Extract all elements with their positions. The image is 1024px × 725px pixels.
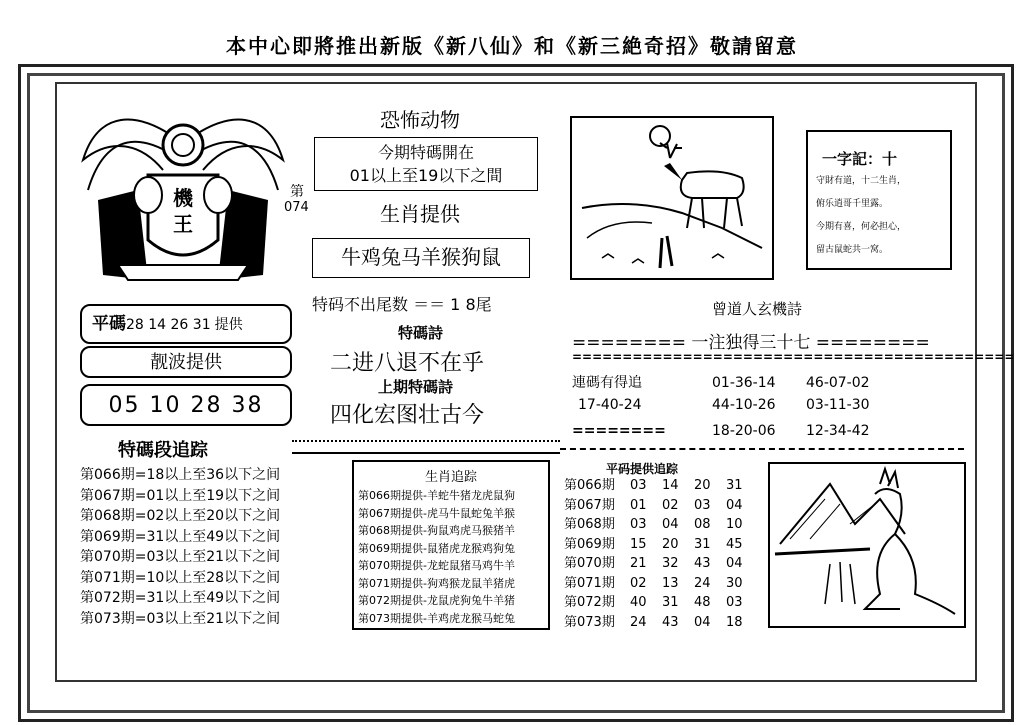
char-box-line-1: 守財有道，十二生肖， bbox=[816, 176, 907, 186]
right-divider bbox=[560, 448, 964, 452]
poem-cell: ======== bbox=[572, 423, 666, 439]
poem-cell: 44-10-26 bbox=[712, 397, 776, 413]
zodiac-item: 第073期提供-羊鸡虎龙猴马蛇兔 bbox=[358, 611, 515, 625]
pingma-num: 43 bbox=[694, 556, 711, 571]
pingma-label: 平碼 bbox=[92, 314, 126, 334]
issue-prefix: 第 bbox=[290, 184, 304, 200]
pingma-num: 03 bbox=[694, 497, 711, 513]
segment-item: 第066期=18以上至36以下之间 bbox=[80, 467, 281, 483]
zodiac-item: 第068期提供-狗鼠鸡虎马猴猪羊 bbox=[358, 524, 515, 537]
zodiac-tracking-box bbox=[352, 460, 550, 630]
wave-numbers-box bbox=[80, 384, 292, 426]
pingma-row bbox=[564, 476, 758, 496]
zodiac-provide-label: 生肖提供 bbox=[380, 202, 460, 226]
zodiac-item: 第070期提供-龙蛇鼠猪马鸡牛羊 bbox=[358, 559, 515, 572]
pingma-num: 13 bbox=[662, 575, 679, 591]
pingma-row bbox=[564, 593, 758, 613]
poem-cell: 12-34-42 bbox=[806, 423, 870, 439]
last-poem-label: 上期特碼詩 bbox=[378, 378, 454, 396]
poem-row bbox=[572, 420, 962, 442]
deer-icon bbox=[572, 118, 772, 278]
pingma-num: 45 bbox=[726, 536, 743, 552]
segment-item: 第068期=02以上至20以下之间 bbox=[80, 508, 281, 524]
special-line-1: 今期特碼開在 bbox=[377, 143, 474, 162]
pingma-num: 21 bbox=[630, 556, 647, 571]
deer-picture bbox=[570, 116, 774, 280]
pingma-row bbox=[564, 574, 758, 594]
pingma-period: 第069期 bbox=[564, 536, 615, 552]
pingma-row bbox=[564, 613, 758, 633]
last-poem-text: 四化宏图壮古今 bbox=[330, 403, 485, 428]
wave-numbers: 05 10 28 38 bbox=[108, 393, 264, 418]
char-box-line-2: 俯乐逍哥千里露。 bbox=[816, 199, 889, 209]
poem-row bbox=[572, 372, 962, 394]
poem-cell: 01-36-14 bbox=[712, 375, 776, 391]
pingma-num: 40 bbox=[630, 595, 647, 610]
poem-box-headline: ======== 一注独得三十七 ======== bbox=[572, 333, 930, 353]
pingma-period: 第070期 bbox=[564, 556, 615, 571]
pingma-num: 24 bbox=[694, 575, 711, 591]
issue-number: 074 bbox=[284, 200, 309, 215]
pingma-numbers: 28 14 26 31 bbox=[126, 317, 211, 333]
segment-title: 特碼段追踪 bbox=[118, 440, 208, 461]
segment-item: 第069期=31以上至49以下之间 bbox=[80, 528, 281, 545]
pingma-num: 43 bbox=[662, 614, 679, 630]
poem-box-grid bbox=[572, 372, 962, 442]
logo-badge-text: 機 王 bbox=[173, 186, 193, 236]
pingma-num: 31 bbox=[694, 536, 711, 552]
pingma-num: 20 bbox=[694, 478, 711, 493]
pingma-num: 04 bbox=[726, 556, 743, 571]
pingma-num: 02 bbox=[662, 497, 679, 513]
zodiac-set: 牛鸡兔马羊猴狗鼠 bbox=[341, 245, 501, 269]
pingma-num: 02 bbox=[630, 575, 647, 591]
pingma-tracking-table bbox=[564, 476, 758, 632]
pingma-tracking-title: 平码提供追踪 bbox=[606, 462, 679, 476]
segment-list bbox=[80, 465, 280, 629]
pingma-num: 31 bbox=[662, 595, 679, 610]
zodiac-item: 第071期提供-狗鸡猴龙鼠羊猪虎 bbox=[358, 576, 515, 590]
char-box-title: 一字記：十 bbox=[822, 150, 898, 168]
header-title: 本中心即將推出新版《新八仙》和《新三絶奇招》敬請留意 bbox=[226, 34, 798, 58]
wave-box bbox=[80, 346, 292, 378]
poem-text: 二进八退不在乎 bbox=[330, 351, 485, 376]
pingma-num: 04 bbox=[662, 517, 679, 532]
ornament-divider bbox=[292, 440, 560, 454]
pingma-num: 20 bbox=[662, 536, 679, 552]
pingma-num: 01 bbox=[630, 497, 647, 513]
special-range-box bbox=[314, 137, 538, 191]
pingma-num: 15 bbox=[630, 536, 647, 552]
pingma-row bbox=[564, 496, 758, 516]
pingma-num: 04 bbox=[726, 497, 743, 513]
pingma-num: 03 bbox=[726, 595, 743, 610]
pingma-row bbox=[564, 554, 758, 574]
char-box-line-3: 今期有喜，何必担心， bbox=[816, 222, 907, 232]
special-line-2: 01以上至19以下之間 bbox=[349, 166, 503, 185]
poem-cell: 17-40-24 bbox=[578, 397, 642, 413]
pingma-num: 10 bbox=[726, 517, 743, 532]
pingma-num: 24 bbox=[630, 614, 647, 630]
pingma-num: 32 bbox=[662, 556, 679, 571]
segment-item: 第072期=31以上至49以下之间 bbox=[80, 590, 281, 606]
kangaroo-picture bbox=[768, 462, 966, 628]
zodiac-item: 第067期提供-虎马牛鼠蛇兔羊猴 bbox=[358, 506, 515, 520]
char-box-line-4: 留古鼠蛇共一窝。 bbox=[816, 245, 889, 255]
poem-box-divider: ============================================ bbox=[572, 350, 1015, 364]
pingma-num: 14 bbox=[662, 478, 679, 493]
zodiac-set-box bbox=[312, 238, 530, 278]
poem-cell: 46-07-02 bbox=[806, 375, 870, 391]
pingma-period: 第073期 bbox=[564, 614, 615, 630]
wave-label: 靓波提供 bbox=[150, 352, 222, 373]
pingma-num: 48 bbox=[694, 595, 711, 610]
logo-emblem bbox=[78, 100, 288, 285]
pingma-period: 第067期 bbox=[564, 497, 615, 513]
poem-cell: 18-20-06 bbox=[712, 423, 776, 439]
poem-cell: 連碼有得追 bbox=[572, 375, 642, 391]
pingma-suffix: 提供 bbox=[214, 317, 243, 333]
segment-item: 第067期=01以上至19以下之间 bbox=[80, 487, 281, 504]
poem-label: 特碼詩 bbox=[398, 324, 444, 342]
pingma-num: 03 bbox=[630, 517, 647, 532]
zodiac-item: 第072期提供-龙鼠虎狗兔牛羊猪 bbox=[358, 594, 515, 607]
poem-row bbox=[572, 394, 962, 416]
animal-title: 恐怖动物 bbox=[380, 108, 460, 132]
char-box bbox=[806, 130, 952, 270]
pingma-row bbox=[564, 515, 758, 535]
segment-item: 第070期=03以上至21以下之间 bbox=[80, 549, 281, 565]
poem-box-title: 曾道人玄機詩 bbox=[712, 300, 803, 318]
zodiac-item: 第066期提供-羊蛇牛猪龙虎鼠狗 bbox=[358, 489, 515, 502]
segment-item: 第073期=03以上至21以下之间 bbox=[80, 610, 281, 627]
segment-item: 第071期=10以上至28以下之间 bbox=[80, 569, 281, 586]
pingma-num: 04 bbox=[694, 614, 711, 630]
pingma-row bbox=[564, 535, 758, 555]
poem-cell: 03-11-30 bbox=[806, 397, 870, 413]
pingma-num: 30 bbox=[726, 575, 743, 591]
pingma-period: 第068期 bbox=[564, 517, 615, 532]
zodiac-item: 第069期提供-鼠猪虎龙猴鸡狗兔 bbox=[358, 541, 515, 555]
pingma-period: 第071期 bbox=[564, 575, 615, 591]
pingma-num: 03 bbox=[630, 478, 647, 493]
pingma-num: 08 bbox=[694, 517, 711, 532]
zodiac-tracking-title: 生肖追踪 bbox=[424, 470, 477, 485]
pingma-period: 第066期 bbox=[564, 478, 615, 493]
pingma-num: 18 bbox=[726, 614, 743, 630]
pingma-num: 31 bbox=[726, 478, 743, 493]
tail-exclude: 特码不出尾数 ＝＝ 1 8尾 bbox=[312, 295, 492, 314]
kangaroo-icon bbox=[770, 464, 964, 626]
pingma-period: 第072期 bbox=[564, 595, 615, 610]
pingma-box bbox=[80, 304, 292, 344]
